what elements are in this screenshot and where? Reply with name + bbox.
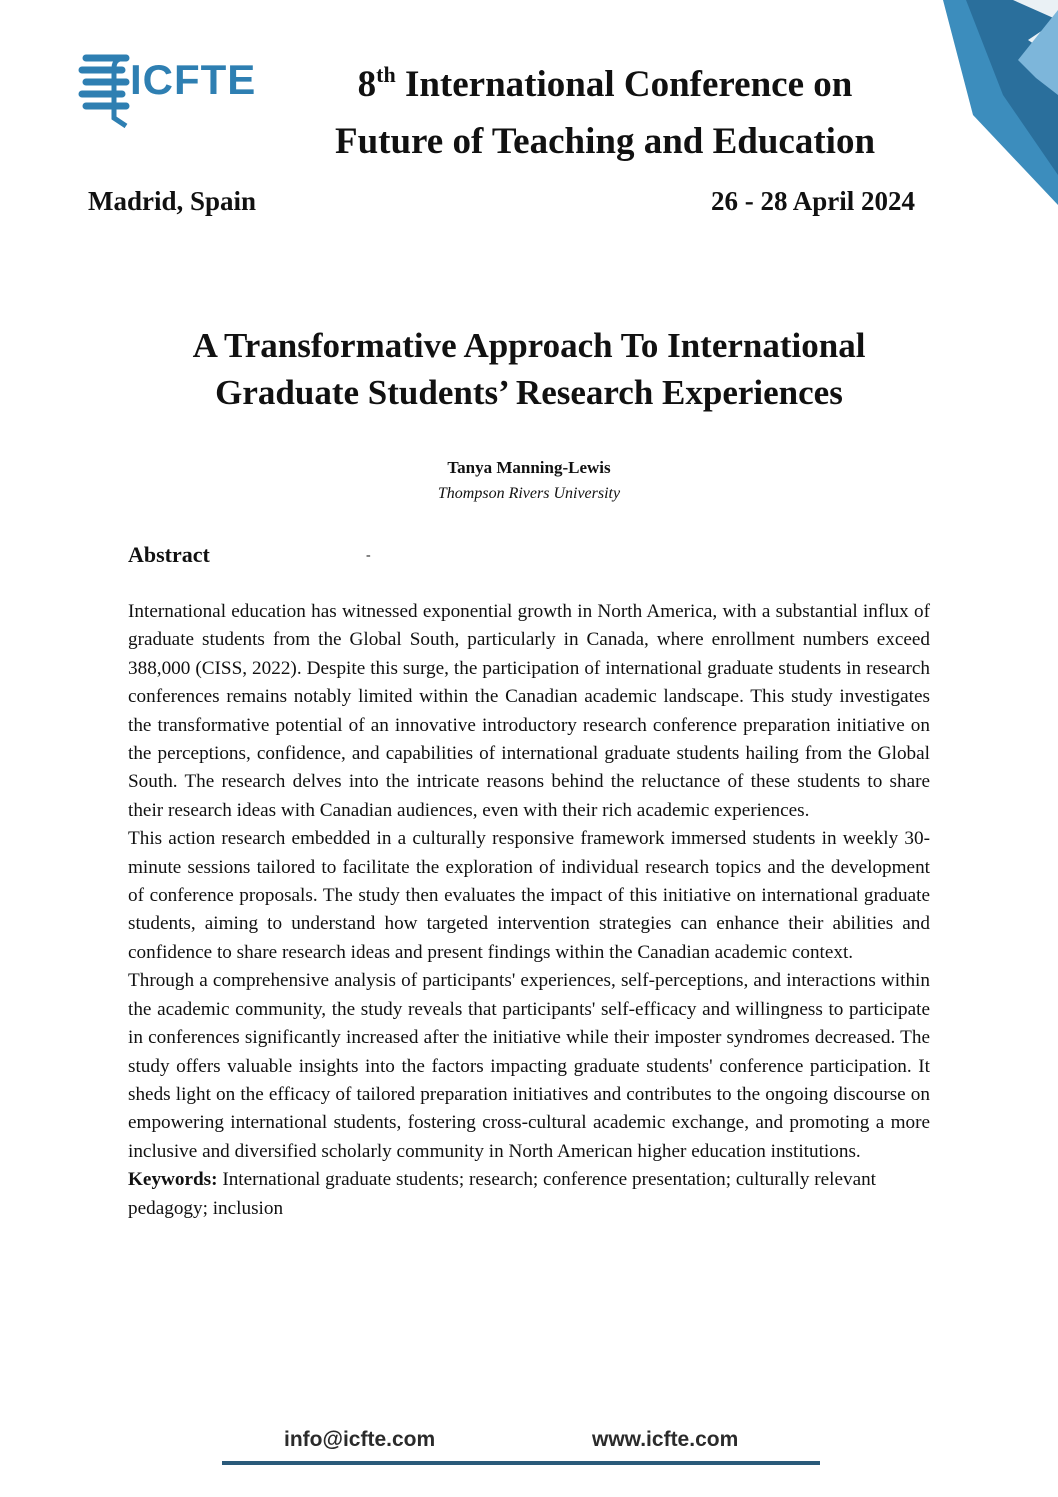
footer-divider: [222, 1461, 820, 1465]
conference-dates: 26 - 28 April 2024: [710, 186, 915, 216]
keywords-list: International graduate students; research; conference presentation; culturally relevant pedagogy; inclusion: [128, 1169, 877, 1219]
keywords-label: Keywords:: [128, 1169, 218, 1191]
conference-title: [290, 56, 920, 170]
abstract-paragraph: International education has witnessed exponential growth in North America, with a substantial influx of graduate students from the Global South, particularly in Canada, where enrollment numbers exceed 388,000 (CISS, 2022). Despite this surge, the participation of international graduate students in research conferences remains notably limited within the Canadian academic landscape. This study investigates the transformative potential of an innovative introductory research conference preparation initiative on the perceptions, confidence, and capabilities of international graduate students hailing from the Global South. The research delves into the intricate reasons behind the reluctance of these students to share their research ideas with Canadian audiences, even with their rich academic experiences.: [128, 601, 930, 821]
conference-title-line2: Future of Teaching and Education: [334, 121, 876, 162]
author-name: Tanya Manning-Lewis: [447, 458, 611, 477]
conference-location: Madrid, Spain: [88, 186, 257, 216]
author-affiliation: Thompson Rivers University: [437, 485, 621, 502]
abstract-heading: Abstract: [128, 542, 210, 567]
abstract-dash: -: [366, 548, 371, 563]
abstract-body: [128, 598, 930, 1223]
footer-website-link[interactable]: www.icfte.com: [592, 1428, 739, 1451]
conference-ordinal: 8: [357, 64, 377, 105]
abstract-paragraph: Through a comprehensive analysis of participants' experiences, self-perceptions, and interactions within the academic community, the study reveals that participants' self-efficacy and willingness to participate in conferences significantly increased after the initiative while their imposter syndromes decreased. The study offers valuable insights into the factors impacting graduate students' conference participation. It sheds light on the efficacy of tailored preparation initiatives and contributes to the ongoing discourse on empowering international students, fostering cross-cultural academic exchange, and promoting a more inclusive and diversified scholarly community in North American higher education institutions.: [128, 970, 930, 1162]
paper-title-line2: Graduate Students’ Research Experiences: [215, 373, 843, 412]
corner-decoration: [918, 0, 1058, 210]
abstract-paragraph: This action research embedded in a culturally responsive framework immersed students in weekly 30-minute sessions tailored to facilitate the exploration of individual research topics and the development of conference proposals. The study then evaluates the impact of this initiative on international graduate students, aiming to understand how targeted intervention strategies can enhance their abilities and confidence to share research ideas and present findings within the Canadian academic context.: [128, 828, 930, 963]
paper-title: [100, 322, 958, 416]
logo-text: ICFTE: [130, 56, 257, 103]
conference-title-line1: International Conference on: [404, 64, 853, 105]
keywords: [128, 1166, 930, 1223]
footer-email-link[interactable]: info@icfte.com: [284, 1428, 436, 1451]
paper-title-line1: A Transformative Approach To International: [192, 326, 866, 365]
conference-ordinal-suffix: th: [376, 62, 396, 87]
